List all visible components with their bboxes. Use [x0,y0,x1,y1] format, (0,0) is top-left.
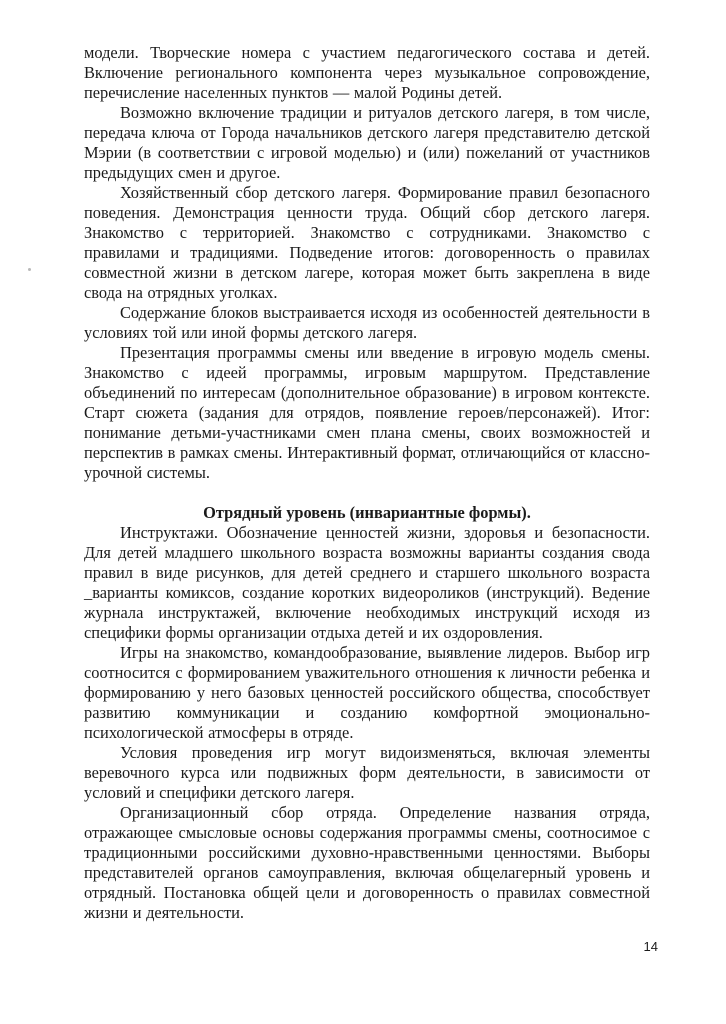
paragraph: Игры на знакомство, командообразование, выявление лидеров. Выбор игр соотносится с формированием уважительного отношения к личности ребенка и формированию у него базовых ценностей российского общества, способствует развитию коммуникации и созданию комфортной эмоционально-психологической атмосферы в отряде. [84,643,650,742]
paragraph: Хозяйственный сбор детского лагеря. Формирование правил безопасного поведения. Демонстрация ценности труда. Общий сбор детского лагеря. Знакомство с территорией. Знакомство с сотрудниками. Знакомство с правилами и традициями. Подведение итогов: договоренность о правилах совместной жизни в детском лагере, которая может быть закреплена в виде свода на отрядных уголках. [84,183,650,302]
page-number: 14 [643,939,658,954]
paragraph: Инструктажи. Обозначение ценностей жизни, здоровья и безопасности. Для детей младшего школьного возраста возможны варианты создания свода правил в виде рисунков, для детей среднего и старшего школьного возраста _варианты комиксов, создание коротких видеороликов (инструкций). Ведение журнала инструктажей, включение необходимых инструкций исходя из специфики формы организации отдыха детей и их оздоровления. [84,523,650,642]
paragraph: Условия проведения игр могут видоизменяться, включая элементы веревочного курса или подвижных форм деятельности, в зависимости от условий и специфики детского лагеря. [84,743,650,802]
page-content [84,43,650,923]
paragraph: Организационный сбор отряда. Определение названия отряда, отражающее смысловые основы содержания программы смены, соотносимое с традиционными российскими духовно-нравственными ценностями. Выборы представителей органов самоуправления, включая общелагерный уровень и отрядный. Постановка общей цели и договоренность о правилах совместной жизни и деятельности. [84,803,650,922]
paragraph: Возможно включение традиции и ритуалов детского лагеря, в том числе, передача ключа от Города начальников детского лагеря представителю детской Мэрии (в соответствии с игровой моделью) и (или) пожеланий от участников предыдущих смен и другое. [84,103,650,182]
margin-speck [28,268,31,271]
paragraph: Содержание блоков выстраивается исходя из особенностей деятельности в условиях той или иной формы детского лагеря. [84,303,650,342]
paragraph: Презентация программы смены или введение в игровую модель смены. Знакомство с идеей программы, игровым маршрутом. Представление объединений по интересам (дополнительное образование) в игровом контексте. Старт сюжета (задания для отрядов, появление героев/персонажей). Итог: понимание детьми-участниками смен плана смены, своих возможностей и перспектив в рамках смены. Интерактивный формат, отличающийся от классно-урочной системы. [84,343,650,482]
paragraph: модели. Творческие номера с участием педагогического состава и детей. Включение регионального компонента через музыкальное сопровождение, перечисление населенных пунктов — малой Родины детей. [84,43,650,102]
section-heading: Отрядный уровень (инвариантные формы). [203,503,531,522]
